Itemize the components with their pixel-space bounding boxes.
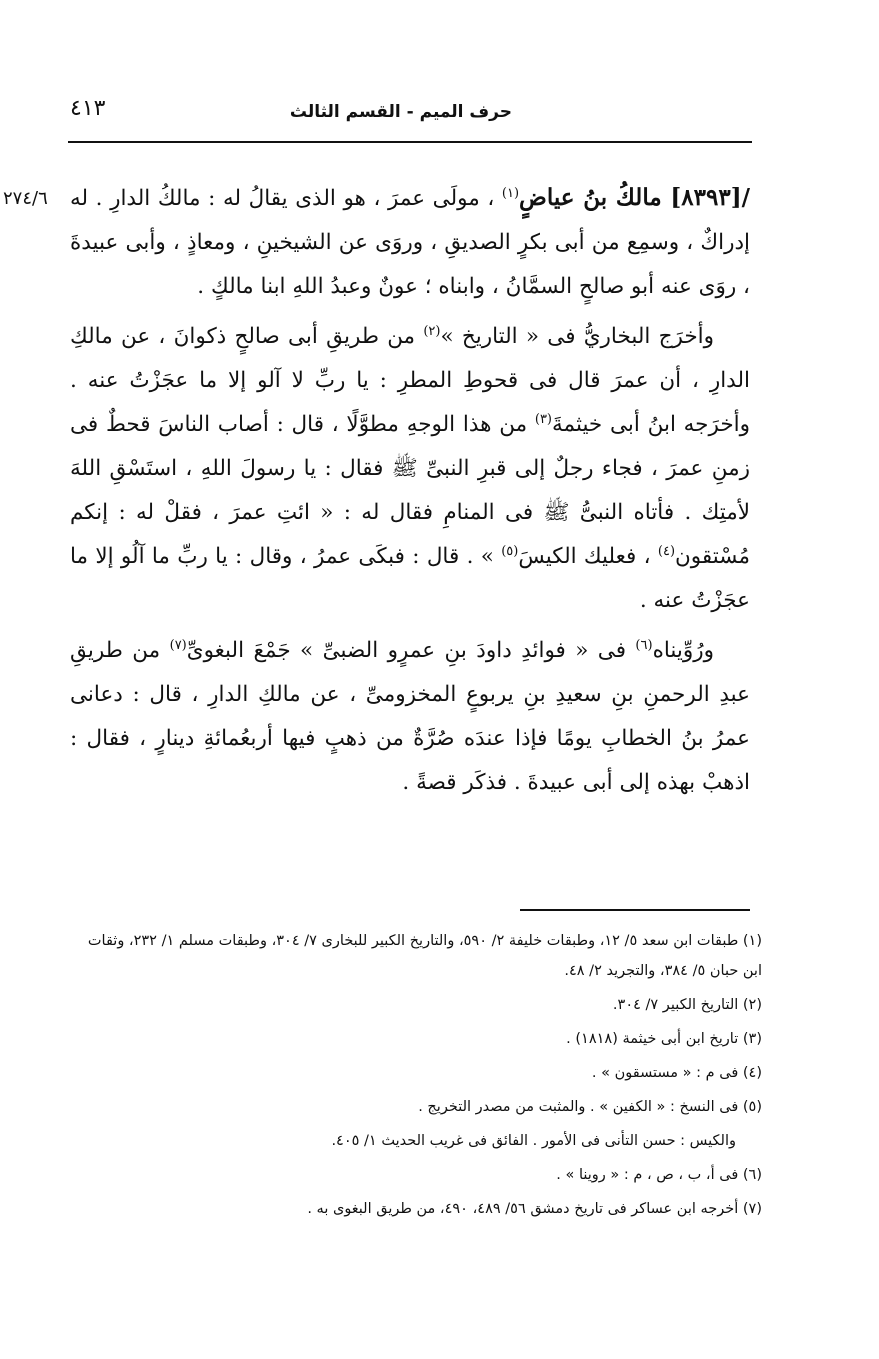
paragraph-3-text-a: ورُوِّيناه [652,638,714,663]
footnote-6: (٦) فى أ، ب ، ص ، م : « روينا » . [556,1167,762,1183]
footnote-ref-1[interactable]: (١) [501,185,520,201]
paragraph-3-text-b: فى « فوائدِ داودَ بنِ عمرٍو الضبىِّ » جَمْعَ البغوىِّ [186,638,636,663]
footnote-7: (٧) أخرجه ابن عساكر فى تاريخ دمشق ٥٦/ ٤٨٩، ٤٩٠، من طريق البغوى به . [307,1201,762,1217]
page-number: ٤١٣ [70,96,106,121]
footnote-ref-4[interactable]: (٤) [657,543,676,559]
footnote-5: (٥) فى النسخ : « الكفين » . والمثبت من مصدر التخريج . [418,1099,762,1115]
paragraph-3-text-c: من طريقِ عبدِ الرحمنِ بنِ سعيدِ بنِ يربوعٍ المخزومىِّ ، عن مالكِ الدارِ ، قال : دعانى عمرُ بنُ الخطابِ يومًا فإذا عندَه صُرَّةٌ من ذهبٍ فيها أربعُمائةِ دينارٍ ، فقال : اذهبْ بهذه إلى أبى عبيدةَ . فذكَر قصةً . [70,638,750,795]
entry-body [70,176,750,811]
paragraph-2-text-c: من هذا الوجهِ مطوَّلًا ، قال : أصاب الناسَ قحطٌ فى زمنِ عمرَ ، فجاء رجلٌ إلى قبرِ النبىِّ ﷺ فقال : يا رسولَ اللهِ ، استَسْقِ اللهَ لأمتِك . فأتاه النبىُّ ﷺ فى المنامِ فقال له : « ائتِ عمرَ ، فقلْ له : إنكم مُسْتقون [70,412,750,569]
paragraph-2-text-e: » . قال : فبكَى عمرُ ، وقال : يا ربِّ ما آلُو إلا ما عجَزْتُ عنه . [70,544,750,613]
footnote-5-continuation: والكيس : حسن التأنى فى الأمور . الفائق فى غريب الحديث ١/ ٤٠٥. [331,1133,736,1149]
paragraph-3 [70,629,750,805]
footnote-ref-5[interactable]: (٥) [501,543,519,559]
running-header [70,96,750,132]
footnote-3: (٣) تاريخ ابن أبى خيثمة (١٨١٨) . [566,1031,762,1047]
footnote-separator [520,909,750,911]
margin-reference: ٢٧٤/٦ [3,188,48,209]
entry-heading: /[٨٣٩٣] مالكُ بنُ عياضٍ [519,184,750,211]
footnote-ref-7[interactable]: (٧) [169,637,187,653]
footnote-2: (٢) التاريخ الكبير ٧/ ٣٠٤. [612,997,762,1013]
paragraph-1 [70,176,750,309]
header-rule [68,141,752,143]
paragraph-2-text-b: من طريقِ أبى صالحٍ ذكوانَ ، عن مالكِ الدارِ ، أن عمرَ قال فى قحوطِ المطرِ : يا ربِّ لا آلو إلا ما عجَزْتُ عنه . وأخرَجه ابنُ أبى خيثمةَ [70,324,750,437]
footnote-4: (٤) فى م : « مستسقون » . [591,1065,762,1081]
paragraph-1-text: ، مولَى عمرَ ، هو الذى يقالُ له : مالكُ الدارِ . له إدراكٌ ، وسمِع من أبى بكرٍ الصديقِ ، وروَى عن الشيخينِ ، ومعاذٍ ، وأبى عبيدةَ ، روَى عنه أبو صالحٍ السمَّانُ ، وابناه ؛ عونٌ وعبدُ اللهِ ابنا مالكٍ . [70,186,750,299]
paragraph-2-text-d: ، فعليك الكيسَ [518,544,658,569]
paragraph-2-text-a: وأخرَج البخاريُّ فى « التاريخ » [440,324,714,349]
footnote-ref-6[interactable]: (٦) [635,637,653,653]
footnote-1: (١) طبقات ابن سعد ٥/ ١٢، وطبقات خليفة ٢/ ٥٩٠، والتاريخ الكبير للبخارى ٧/ ٣٠٤، وطبقات مسلم ١/ ٢٣٢، وثقات ابن حبان ٥/ ٣٨٤، والتجريد ٢/ ٤٨. [87,933,762,979]
footnotes [80,926,762,1228]
paragraph-2 [70,315,750,623]
footnote-ref-3[interactable]: (٣) [534,411,552,427]
footnote-ref-2[interactable]: (٢) [423,323,441,339]
header-title: حرف الميم - القسم الثالث [289,102,512,122]
